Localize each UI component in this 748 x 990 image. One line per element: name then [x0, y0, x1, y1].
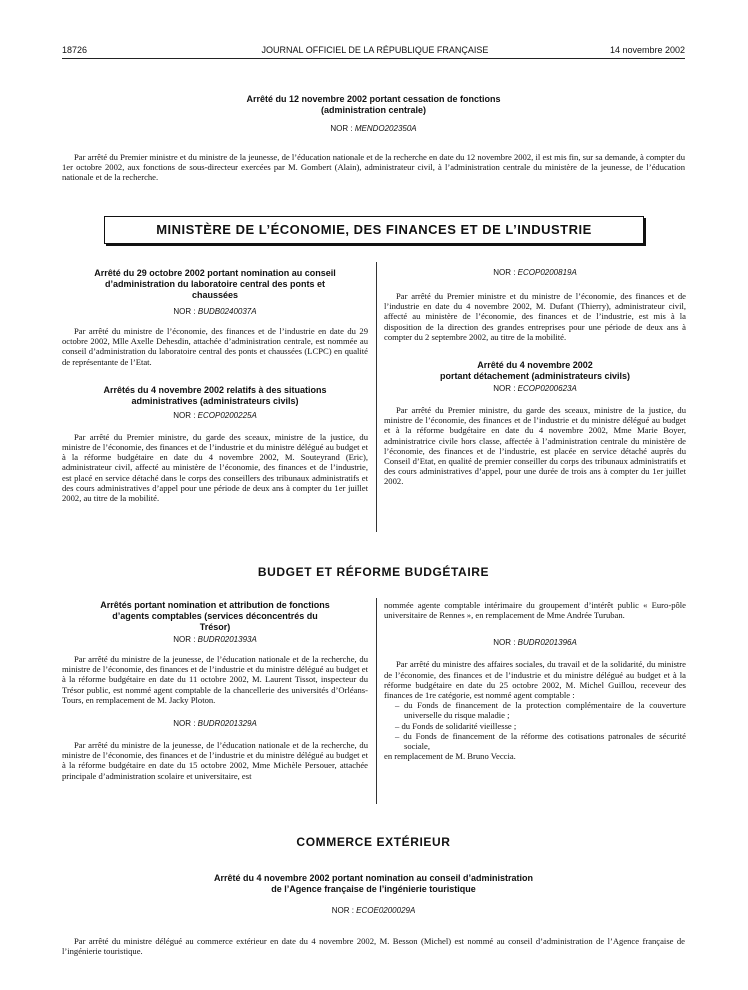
ministry-section-box — [104, 216, 644, 244]
nor-code: ECOE0200029A — [356, 906, 416, 915]
ministry-r2-body: Par arrêté du Premier ministre, du garde des sceaux, ministre de la justice, du ministre de l’économie, des finances et de l’industrie et du ministre délégué au budget et à la réforme budgétaire en date du 4 novembre 2002, Mme Marie Boyer, administratrice civile hors classe, affectée à l’administration centrale du ministère de l’économie, des finances et de l’industrie, est placée en service détaché auprès du Conseil d’Etat, en qualité de premier conseiller du corps des tribunaux administratifs et des cours administratives d’appel, pour une durée de trois ans à compter du 1er juillet 2002. — [384, 405, 686, 487]
title-line: Arrêtés portant nomination et attribution de fonctions — [100, 600, 330, 610]
ministry-arrete1-nor — [62, 307, 368, 316]
title-line: Arrêté du 4 novembre 2002 portant nomination au conseil d’administration — [213, 873, 534, 883]
title-line: chaussées — [191, 290, 239, 300]
title-line: d’administration du laboratoire central des ponts et — [104, 279, 326, 289]
top-arrete-body: Par arrêté du Premier ministre et du ministre de la jeunesse, de l’éducation nationale et de la recherche en date du 12 novembre 2002, il est mis fin, sur sa demande, à compter du 1er octobre 2002, aux fonctions de sous-directeur exercées par M. Gombert (Alain), administrateur civil, à l’administration centrale du ministère de la jeunesse, de l’éducation nationale et de la recherche. — [62, 152, 685, 183]
title-line: de l’Agence française de l’ingénierie touristique — [271, 884, 476, 894]
nor-label: NOR : — [493, 384, 516, 394]
ministry-r2-title — [384, 360, 686, 382]
top-arrete-title-line1: Arrêté du 12 novembre 2002 portant cessation de fonctions — [246, 94, 501, 104]
ministry-arrete1-body: Par arrêté du ministre de l’économie, des finances et de l’industrie en date du 29 octobre 2002, Mlle Axelle Dehesdin, attachée d’administration centrale, est nommée au conseil d’administration du laboratoire central des ponts et chaussées (LCPC) en qualité de représentante de l’Etat. — [62, 326, 368, 367]
budget-arrete2-nor — [62, 719, 368, 728]
nor-code: BUDB0240037A — [197, 307, 257, 316]
ministry-r1-nor — [384, 268, 686, 277]
column-separator — [376, 598, 377, 804]
nor-label: NOR : — [493, 268, 516, 277]
issue-date: 14 novembre 2002 — [609, 45, 685, 55]
ministry-arrete2-nor — [62, 411, 368, 420]
budget-right-column — [384, 600, 686, 761]
budget-arrete3-nor — [384, 638, 686, 647]
budget-arrete1-title — [62, 600, 368, 633]
top-arrete-title-line2: (administration centrale) — [320, 105, 427, 115]
title-line: Arrêtés du 4 novembre 2002 relatifs à des situations — [103, 384, 327, 395]
nor-code: BUDR0201393A — [197, 635, 257, 644]
top-arrete-nor — [62, 124, 685, 133]
column-separator — [376, 262, 377, 532]
ministry-arrete2-title — [62, 385, 368, 407]
budget-section-title: BUDGET ET RÉFORME BUDGÉTAIRE — [257, 565, 490, 579]
nor-code: BUDR0201329A — [197, 719, 257, 729]
commerce-arrete-nor — [62, 906, 685, 915]
commerce-arrete-body: Par arrêté du ministre délégué au commerce extérieur en date du 4 novembre 2002, M. Besson (Michel) est nommé au conseil d’administration de l’Agence française de l’ingénierie touristique. — [62, 936, 685, 957]
budget-arrete2-body: Par arrêté du ministre de la jeunesse, de l’éducation nationale et de la recherche, du ministre de l’économie, des finances et de l’industrie et du ministre délégué au budget et à la réforme budgétaire en date du 15 octobre 2002, Mme Michèle Persouer, attachée principale d’administration scolaire et universitaire, est — [62, 740, 368, 781]
budget-arrete2-continuation: nommée agente comptable intérimaire du groupement d’intérêt public « Euro-pôle universitaire de Rennes », en remplacement de Mme Andrée Turuban. — [384, 600, 686, 621]
budget-left-column — [62, 600, 368, 781]
ministry-arrete2-body: Par arrêté du Premier ministre, du garde des sceaux, ministre de la justice, du ministre de l’économie, des finances et de l’industrie et du ministre délégué au budget et à la réforme budgétaire en date du 4 novembre 2002, M. Souteyrand (Eric), administrateur civil, affecté au ministère de l’économie, des finances et de l’industrie, est placé en service détaché dans le corps des conseillers des tribunaux administratifs et des cours administratives d’appel pour une période de deux ans à compter du 1er juillet 2002, au titre de la mobilité. — [62, 431, 368, 504]
page-number: 18726 — [62, 45, 88, 55]
ministry-right-column — [384, 268, 686, 487]
ministry-left-column — [62, 268, 368, 503]
list-item: – du Fonds de financement de la protection complémentaire de la couverture universelle du risque maladie ; — [384, 700, 686, 720]
commerce-arrete-title — [62, 873, 685, 895]
budget-arrete1-nor — [62, 635, 368, 644]
journal-title: JOURNAL OFFICIEL DE LA RÉPUBLIQUE FRANÇAISE — [261, 45, 489, 55]
ministry-r1-body: Par arrêté du Premier ministre et du ministre de l’économie, des finances et de l’industrie en date du 4 novembre 2002, M. Dufant (Thierry), administrateur civil, affecté au ministère de l’économie, des finances et de l’industrie, est mis à la disposition de la direction des grandes entreprises pour une période de deux ans à compter du 2 septembre 2002, au titre de la mobilité. — [384, 291, 686, 342]
budget-arrete1-body: Par arrêté du ministre de la jeunesse, de l’éducation nationale et de la recherche, du ministre de l’économie, des finances et de l’industrie et du ministre délégué au budget et à la réforme budgétaire en date du 11 octobre 2002, M. Laurent Tissot, inspecteur du Trésor public, est nommé agent comptable de la chancellerie des universités d’Orléans-Tours, en remplacement de M. Jacky Ploton. — [62, 654, 368, 705]
nor-code: ECOP0200623A — [517, 384, 577, 394]
title-line: Arrêté du 4 novembre 2002 — [477, 360, 593, 371]
title-line: Trésor) — [199, 622, 231, 632]
list-item: – du Fonds de solidarité vieillesse ; — [384, 721, 686, 731]
title-line: Arrêté du 29 octobre 2002 portant nomination au conseil — [94, 268, 336, 278]
nor-code: ECOP0200819A — [517, 268, 577, 277]
budget-arrete3-body: Par arrêté du ministre des affaires sociales, du travail et de la solidarité, du ministre de l’économie, des finances et de l’industrie et du ministre délégué au budget et à la réforme budgétaire en date du 25 octobre 2002, M. Michel Guillou, receveur des finances de 1re catégorie, est nommé agent comptable : — [384, 659, 686, 701]
budget-arrete3-list — [384, 700, 686, 751]
nor-code: ECOP0200225A — [197, 410, 257, 420]
title-line: administratives (administrateurs civils) — [131, 395, 299, 406]
title-line: portant détachement (administrateurs civils) — [439, 371, 631, 382]
budget-arrete3-end: en remplacement de M. Bruno Veccia. — [384, 751, 516, 762]
nor-label: NOR : — [173, 635, 196, 644]
nor-label: NOR : — [173, 410, 196, 420]
nor-label: NOR : — [330, 124, 353, 133]
ministry-section-title: MINISTÈRE DE L’ÉCONOMIE, DES FINANCES ET DE L’INDUSTRIE — [156, 222, 592, 237]
list-item: – du Fonds de financement de la réforme des cotisations patronales de sécurité sociale, — [384, 731, 686, 751]
title-line: d’agents comptables (services déconcentrés du — [112, 611, 318, 621]
nor-label: NOR : — [493, 638, 516, 648]
nor-label: NOR : — [331, 906, 354, 915]
nor-code: MENDO202350A — [354, 124, 417, 133]
nor-label: NOR : — [173, 307, 196, 316]
ministry-arrete1-title — [62, 268, 368, 301]
top-arrete-title — [62, 94, 685, 116]
ministry-r2-nor — [384, 384, 686, 393]
nor-label: NOR : — [173, 719, 196, 729]
header-rule — [62, 58, 685, 59]
commerce-section-title: COMMERCE EXTÉRIEUR — [296, 835, 451, 849]
nor-code: BUDR0201396A — [517, 638, 577, 648]
